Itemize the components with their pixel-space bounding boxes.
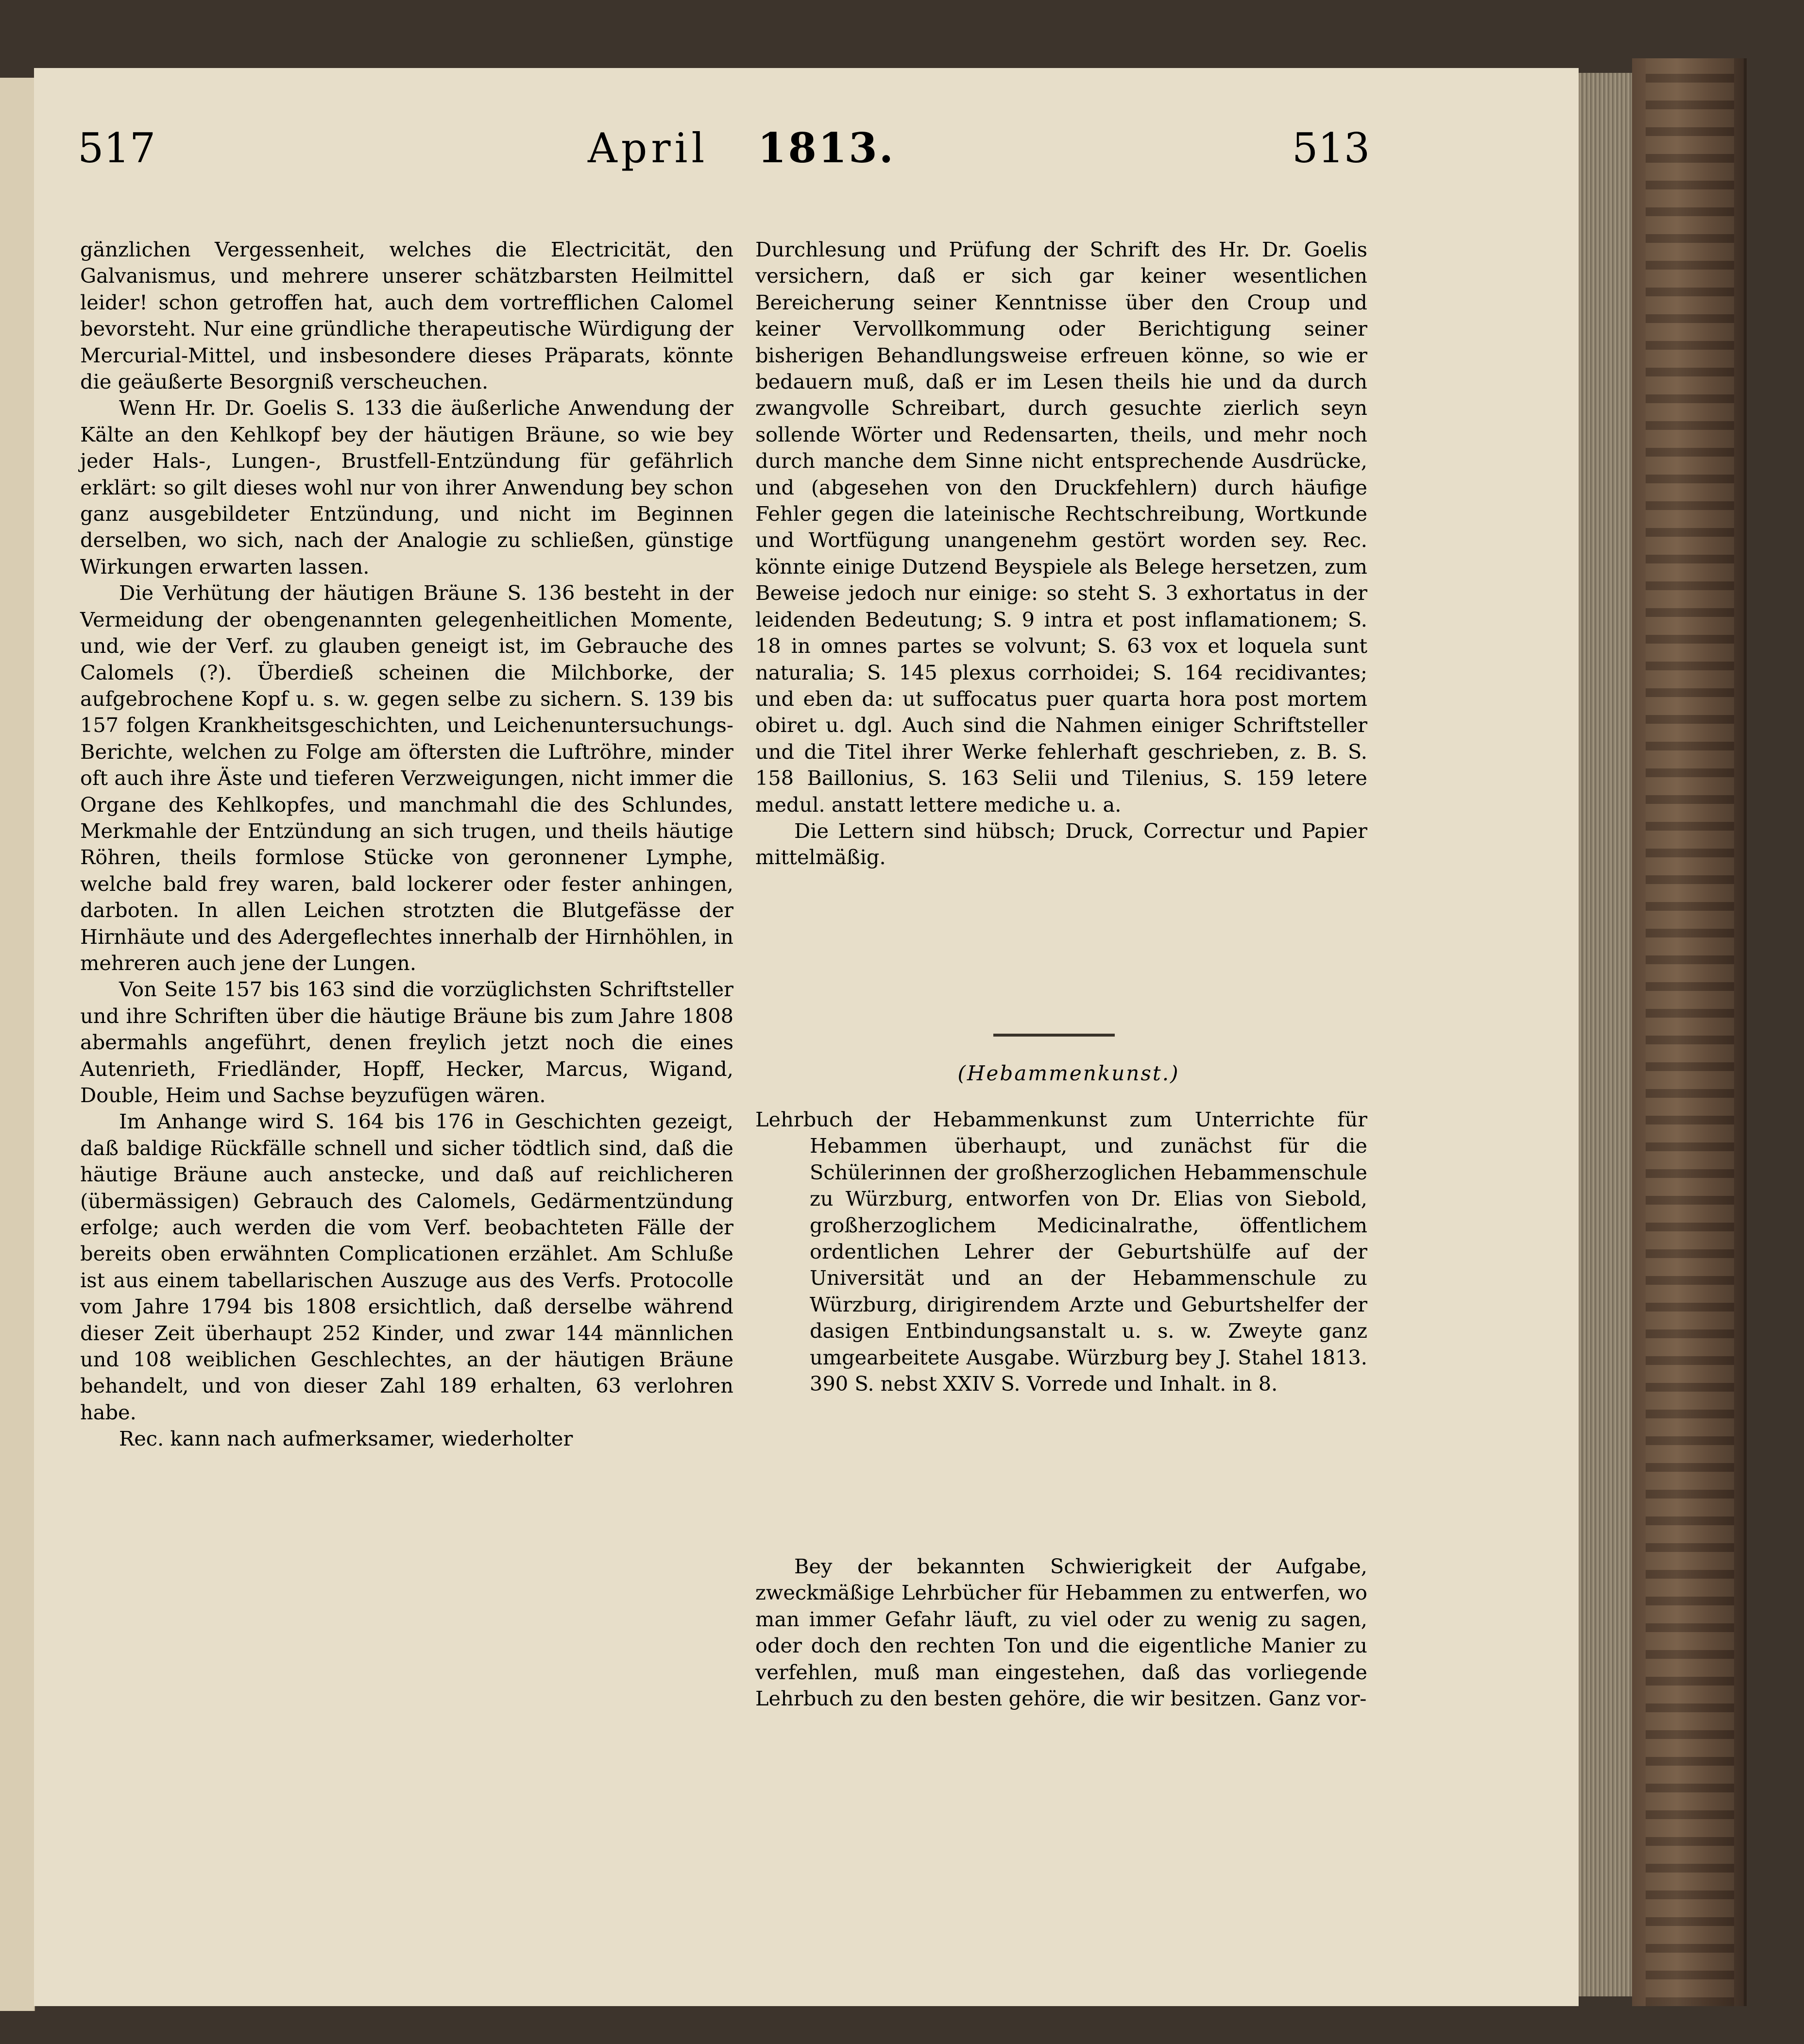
paragraph: Die Verhütung der häutigen Bräune S. 136 besteht in der Vermeidung der obengenannten gelegenheitlichen Momente, und, wie der Verf. zu glauben geneigt ist, im Gebrauche des Calomels (?). Überdieß scheinen die Milchborke, der aufgebrochene Kopf u. s. w. gegen selbe zu sichern. S. 139 bis 157 folgen Krankheitsgeschichten, und Leichenuntersuchungs-Berichte, welchen zu Folge am öftersten die Luftröhre, minder oft auch ihre Äste und tieferen Verzweigungen, nicht immer die Organe des Kehlkopfes, und manchmahl die des Schlundes, Merkmahle der Entzündung an sich trugen, und theils häutige Röhren, theils formlose Stücke von geronnener Lymphe, welche bald frey waren, bald lockerer oder fester anhingen, darboten. In allen Leichen strotzten die Blutgefässe der Hirnhäute und des Adergeflechtes innerhalb der Hirnhöhlen, in mehreren auch jene der Lungen. [80, 581, 733, 975]
section-divider [993, 1034, 1115, 1037]
paragraph: Die Lettern sind hübsch; Druck, Correctur und Papier mittelmäßig. [755, 818, 1367, 869]
page-number-left: 517 [78, 124, 156, 172]
page-number-right: 513 [1292, 124, 1370, 172]
facing-page-edge [0, 78, 35, 2011]
running-head-month: April [588, 124, 709, 172]
section-heading: (Hebammenkunst.) [957, 1061, 1180, 1085]
paragraph: Von Seite 157 bis 163 sind die vorzüglichsten Schriftsteller und ihre Schriften über die häutige Bräune bis zum Jahre 1808 abermahls angeführt, denen freylich jetzt noch die eines Autenrieth, Friedländer, Hopff, Hecker, Marcus, Wigand, Double, Heim und Sachse beyzufügen wären. [80, 977, 733, 1107]
running-head-year: 1813. [758, 124, 896, 172]
book-cover [1632, 58, 1747, 2006]
book-entry: Lehrbuch der Hebammenkunst zum Unterrichte für Hebammen überhaupt, und zunächst für die Schülerinnen der großherzoglichen Hebammenschule zu Würzburg, entworfen von Dr. Elias von Siebold, großherzoglichem Medicinalrathe, öffentlichem ordentlichen Lehrer der Geburtshülfe auf der Universität und an der Hebammenschule zu Würzburg, dirigirendem Arzte und Geburtshelfer der dasigen Entbindungsanstalt u. s. w. Zweyte ganz umgearbeitete Ausgabe. Würzburg bey J. Stahel 1813. 390 S. nebst XXIV S. Vorrede und Inhalt. in 8. [755, 1107, 1367, 1396]
review-paragraph: Bey der bekannten Schwierigkeit der Aufgabe, zweckmäßige Lehrbücher für Hebammen zu entwerfen, wo man immer Gefahr läuft, zu viel oder zu wenig zu sagen, oder doch den rechten Ton und die eigentliche Manier zu verfehlen, muß man eingestehen, daß das vorliegende Lehrbuch zu den besten gehöre, die wir besitzen. Ganz vor- [755, 1554, 1367, 1711]
paragraph: gänzlichen Vergessenheit, welches die Electricität, den Galvanismus, und mehrere unserer schätzbarsten Heilmittel leider! schon getroffen hat, auch dem vortrefflichen Calomel bevorsteht. Nur eine gründliche therapeutische Würdigung der Mercurial-Mittel, und insbesondere dieses Präparats, könnte die geäußerte Besorgniß verscheuchen. [80, 238, 733, 394]
left-column [80, 237, 733, 1452]
paragraph: Im Anhange wird S. 164 bis 176 in Geschichten gezeigt, daß baldige Rückfälle schnell und sicher tödtlich sind, daß die häutige Bräune auch anstecke, und daß auf reichlicheren (übermässigen) Gebrauch des Calomels, Gedärmentzündung erfolge; auch werden die vom Verf. beobachteten Fälle der bereits oben erwähnten Complicationen erzählet. Am Schluße ist aus einem tabellarischen Auszuge aus des Verfs. Protocolle vom Jahre 1794 bis 1808 ersichtlich, daß derselbe während dieser Zeit überhaupt 252 Kinder, und zwar 144 männlichen und 108 weiblichen Geschlechtes, an der häutigen Bräune behandelt, und von dieser Zahl 189 erhalten, 63 verlohren habe. [80, 1109, 733, 1424]
right-column [755, 237, 1367, 871]
cover-texture [1646, 58, 1734, 2006]
paragraph: Wenn Hr. Dr. Goelis S. 133 die äußerliche Anwendung der Kälte an den Kehlkopf bey der häutigen Bräune, so wie bey jeder Hals-, Lungen-, Brustfell-Entzündung für gefährlich erklärt: so gilt dieses wohl nur von ihrer Anwendung bey schon ganz ausgebildeter Entzündung, und nicht im Beginnen derselben, wo sich, nach der Analogie zu schließen, günstige Wirkungen erwarten lassen. [80, 396, 733, 579]
paragraph: Rec. kann nach aufmerksamer, wiederholter [119, 1427, 573, 1451]
paragraph: Durchlesung und Prüfung der Schrift des Hr. Dr. Goelis versichern, daß er sich gar keiner wesentlichen Bereicherung seiner Kenntnisse über den Croup und keiner Vervollkommung oder Berichtigung seiner bisherigen Behandlungsweise erfreuen könne, so wie er bedauern muß, daß er im Lesen theils hie und da durch zwangvolle Schreibart, durch gesuchte zierlich seyn sollende Wörter und Redensarten, theils, und mehr noch durch manche dem Sinne nicht entsprechende Ausdrücke, und (abgesehen von den Druckfehlern) durch häufige Fehler gegen die lateinische Rechtschreibung, Wortkunde und Wortfügung unangenehm gestört worden sey. Rec. könnte einige Dutzend Beyspiele als Belege hersetzen, zum Beweise jedoch nur einige: so steht S. 3 exhortatus in der leidenden Bedeutung; S. 9 intra et post inflamationem; S. 18 in omnes partes se volvunt; S. 63 vox et loquela sunt naturalia; S. 145 plexus corrhoidei; S. 164 recidivantes; und eben da: ut suffocatus puer quarta hora post mortem obiret u. dgl. Auch sind die Nahmen einiger Schriftsteller und die Titel ihrer Werke fehlerhaft geschrieben, z. B. S. 158 Baillonius, S. 163 Selii und Tilenius, S. 159 letere medul. anstatt lettere mediche u. a. [755, 238, 1367, 817]
